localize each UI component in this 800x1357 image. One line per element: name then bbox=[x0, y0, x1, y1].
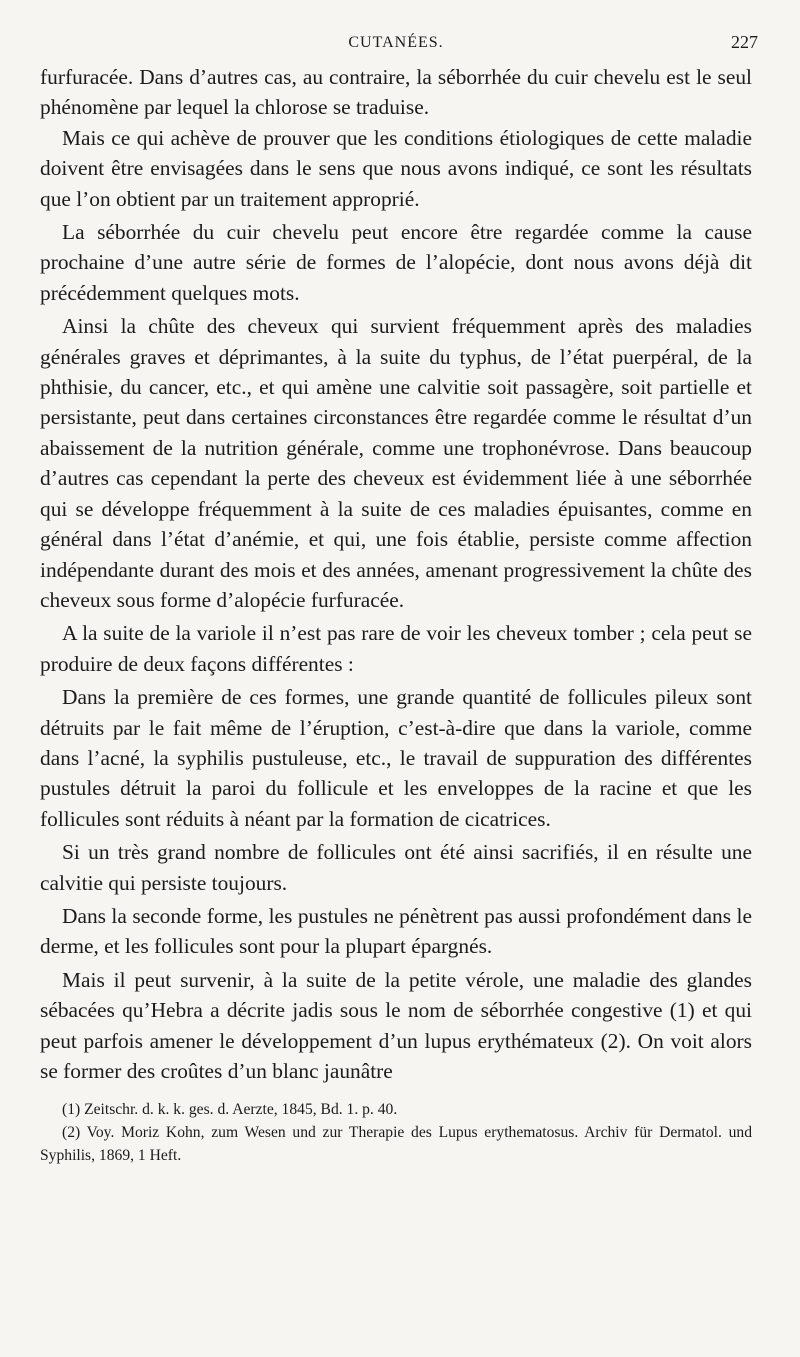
paragraph: Ainsi la chûte des cheveux qui survient fréquemment après des maladies générales graves et déprimantes, à la suite du typhus, de l’état puerpéral, de la phthisie, du cancer, etc., et qui amène une calvitie soit passagère, soit partielle et persistante, peut dans certaines circonstances être regardée comme le résultat d’un abaissement de la nutrition générale, comme une trophonévrose. Dans beaucoup d’autres cas cependant la perte des cheveux est évidemment liée à une séborrhée qui se développe fréquemment à la suite de ces maladies épuisantes, comme en général dans l’état d’anémie, et qui, une fois établie, persiste comme affection indépendante durant des mois et des années, amenant progressivement la chûte des cheveux sous forme d’alopécie furfuracée. bbox=[40, 314, 752, 612]
footnotes bbox=[40, 1098, 752, 1167]
running-head: CUTANÉES. bbox=[348, 34, 444, 51]
paragraph: Mais ce qui achève de prouver que les conditions étiologiques de cette maladie doivent être envisagées dans le sens que nous avons indiqué, ce sont les résultats que l’on obtient par un traitement approprié. bbox=[40, 125, 752, 211]
body-text bbox=[40, 62, 752, 1086]
paragraph: Dans la première de ces formes, une grande quantité de follicules pileux sont détruits par le fait même de l’éruption, c’est-à-dire que dans la variole, comme dans l’acné, la syphilis pustuleuse, etc., le travail de suppuration des différentes pustules détruit la paroi du follicule et les enveloppes de la racine et que les follicules sont réduits à néant par la formation de cicatrices. bbox=[40, 685, 752, 831]
paragraph-continued: furfuracée. Dans d’autres cas, au contraire, la séborrhée du cuir chevelu est le seul phénomène par lequel la chlorose se traduise. bbox=[40, 65, 752, 120]
page-number: 227 bbox=[731, 32, 758, 52]
paragraph: La séborrhée du cuir chevelu peut encore être regardée comme la cause prochaine d’une autre série de formes de l’alopécie, dont nous avons déjà dit précédemment quelques mots. bbox=[40, 220, 752, 305]
paragraph: Dans la seconde forme, les pustules ne pénètrent pas aussi profondément dans le derme, et les follicules sont pour la plupart épargnés. bbox=[40, 903, 752, 959]
paragraph: Si un très grand nombre de follicules ont été ainsi sacrifiés, il en résulte une calvitie qui persiste toujours. bbox=[40, 840, 752, 895]
paragraph: A la suite de la variole il n’est pas rare de voir les cheveux tomber ; cela peut se produire de deux façons différentes : bbox=[40, 621, 752, 676]
footnote-2: (2) Voy. Moriz Kohn, zum Wesen und zur Therapie des Lupus erythematosus. Archiv für Dermatol. und Syphilis, 1869, 1 Heft. bbox=[40, 1124, 752, 1165]
footnote-1: (1) Zeitschr. d. k. k. ges. d. Aerzte, 1845, Bd. 1. p. 40. bbox=[62, 1101, 398, 1119]
paragraph: Mais il peut survenir, à la suite de la petite vérole, une maladie des glandes sébacées qu’Hebra a décrite jadis sous le nom de séborrhée congestive (1) et qui peut parfois amener le développement d’un lupus erythémateux (2). On voit alors se former des croûtes d’un blanc jaunâtre bbox=[40, 967, 752, 1083]
page-header bbox=[40, 30, 758, 56]
